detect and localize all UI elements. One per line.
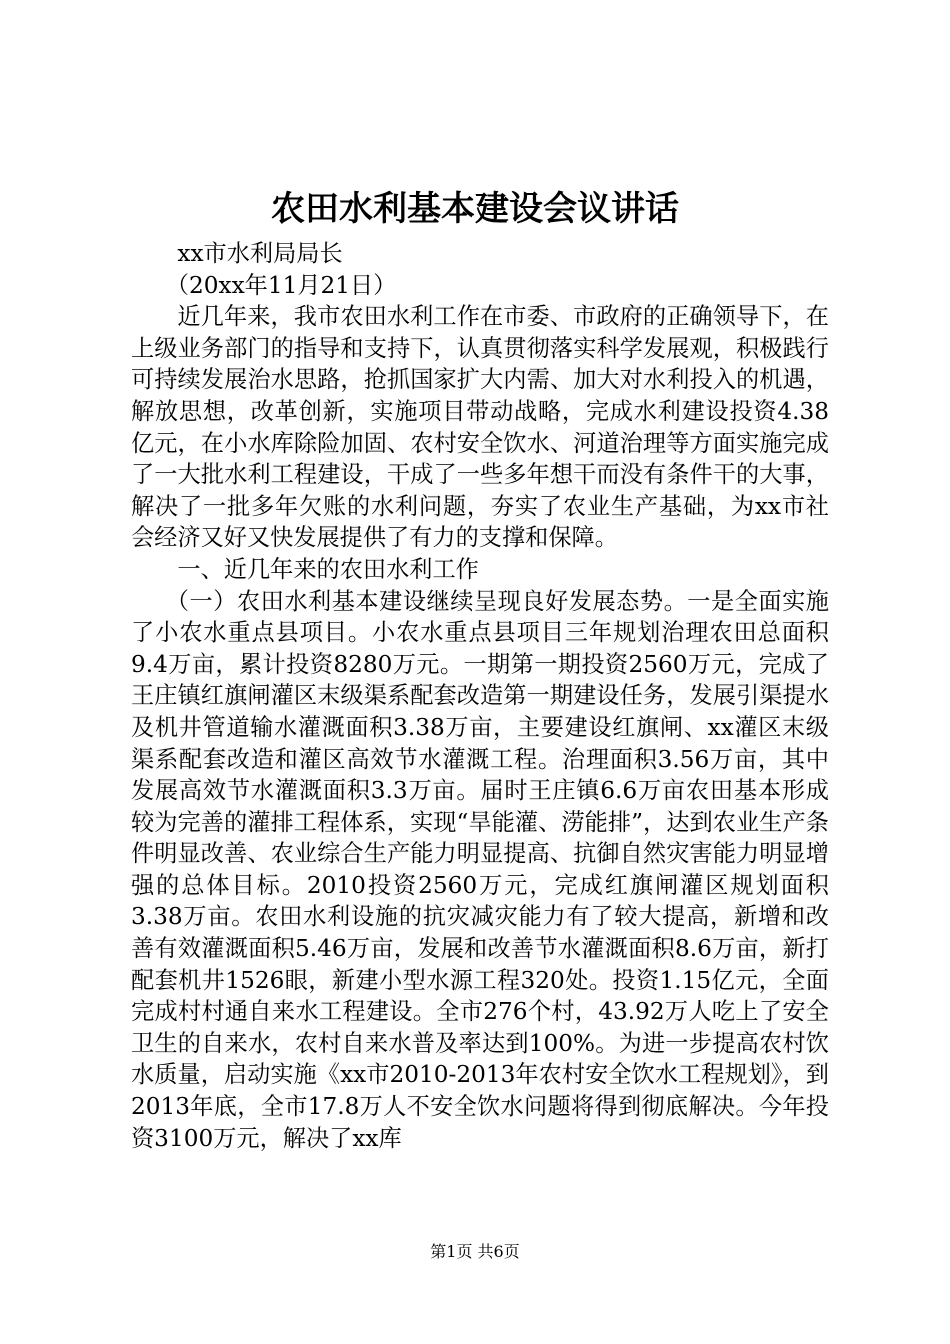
date-line: （20xx年11月21日） [165,271,397,299]
page-number: 第1页 共6页 [430,1242,520,1261]
document-title: 农田水利基本建设会议讲话 [271,189,679,229]
document-body [131,238,829,1154]
section-paragraph: （一）农田水利基本建设继续呈现良好发展态势。一是全面实施了小农水重点县项目。小农水重点县项目三年规划治理农田总面积9.4万亩，累计投资8280万元。一期第一期投资2560万元，完成了王庄镇红旗闸灌区末级渠系配套改造第一期建设任务，发展引渠提水及机井管道输水灌溉面积3.38万亩，主要建设红旗闸、xx灌区末级渠系配套改造和灌区高效节水灌溉工程。治理面积3.56万亩，其中发展高效节水灌溉面积3.3万亩。届时王庄镇6.6万亩农田基本形成较为完善的灌排工程体系，实现“旱能灌、涝能排”，达到农业生产条件明显改善、农业综合生产能力明显提高、抗御自然灾害能力明显增强的总体目标。2010投资2560万元，完成红旗闸灌区规划面积3.38万亩。农田水利设施的抗灾减灾能力有了较大提高，新增和改善有效灌溉面积5.46万亩，发展和改善节水灌溉面积8.6万亩，新打配套机井1526眼，新建小型水源工程320处。投资1.15亿元，全面完成村村通自来水工程建设。全市276个村，43.92万人吃上了安全卫生的自来水，农村自来水普及率达到100%。为进一步提高农村饮水质量，启动实施《xx市2010-2013年农村安全饮水工程规划》，到2013年底，全市17.8万人不安全饮水问题将得到彻底解决。今年投资3100万元，解决了xx库 [131,587,829,1152]
intro-paragraph: 近几年来，我市农田水利工作在市委、市政府的正确领导下，在上级业务部门的指导和支持下，认真贯彻落实科学发展观，积极践行可持续发展治水思路，抢抓国家扩大内需、加大对水利投入的机遇，解放思想，改革创新，实施项目带动战略，完成水利建设投资4.38亿元，在小水库除险加固、农村安全饮水、河道治理等方面实施完成了一大批水利工程建设，干成了一些多年想干而没有条件干的大事，解决了一批多年欠账的水利问题，夯实了农业生产基础，为xx市社会经济又好又快发展提供了有力的支撑和保障。 [131,303,829,552]
section-heading: 一、近几年来的农田水利工作 [177,555,479,583]
author-line: xx市水利局局长 [177,240,343,267]
